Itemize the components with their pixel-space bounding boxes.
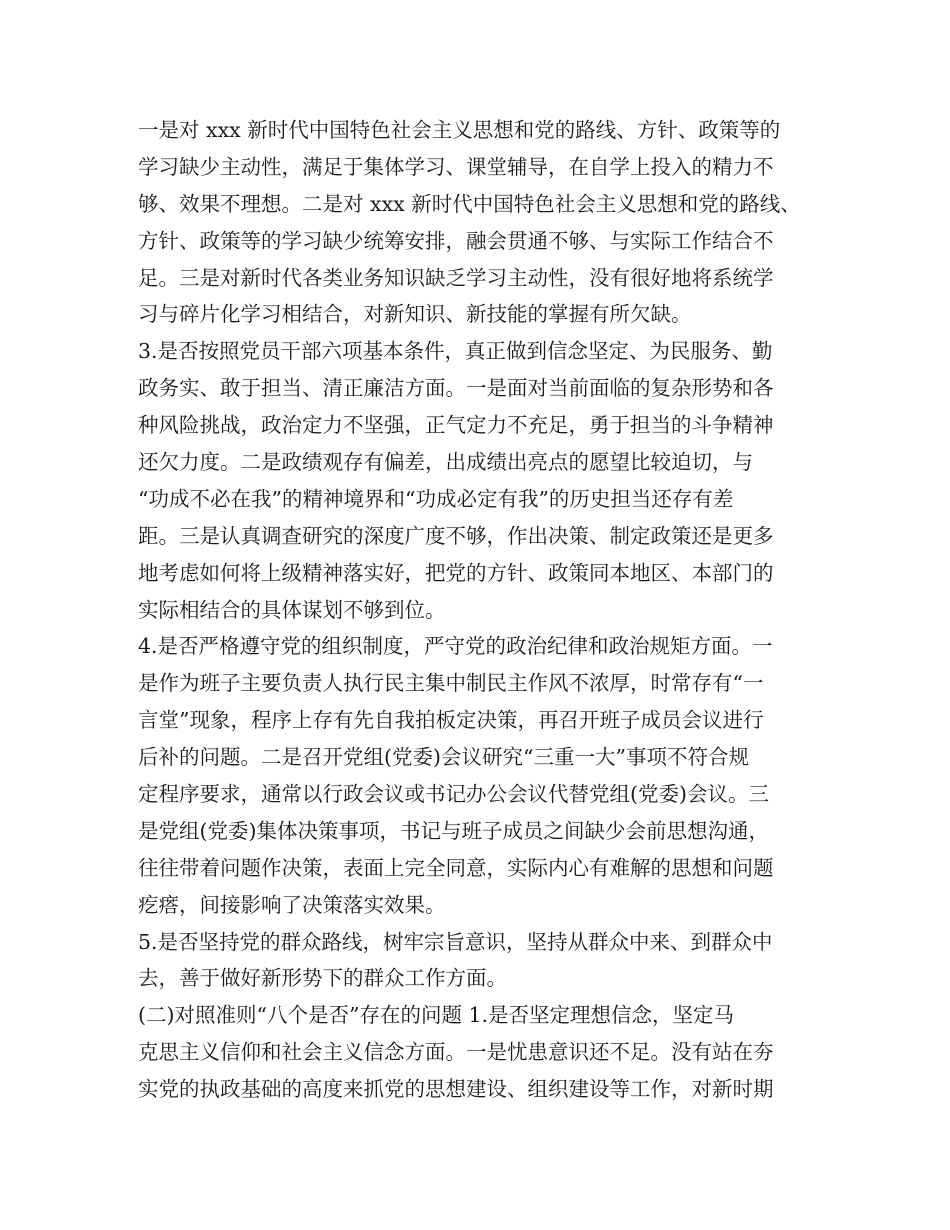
text-line: 够、效果不理想。二是对 xxx 新时代中国特色社会主义思想和党的路线、 <box>138 191 801 216</box>
text-line: 定程序要求，通常以行政会议或书记办公会议代替党组(党委)会议。三 <box>138 782 769 807</box>
text-line: 地考虑如何将上级精神落实好，把党的方针、政策同本地区、本部门的 <box>138 560 774 585</box>
text-line: 是作为班子主要负责人执行民主集中制民主作风不浓厚，时常存有“一 <box>138 671 764 696</box>
text-line: “功成不必在我”的精神境界和“功成必定有我”的历史担当还存有差 <box>138 486 734 511</box>
text-line: 足。三是对新时代各类业务知识缺乏学习主动性，没有很好地将系统学 <box>138 265 774 290</box>
text-line: 后补的问题。二是召开党组(党委)会议研究“三重一大”事项不符合规 <box>138 745 749 770</box>
text-line: 4.是否严格遵守党的组织制度，严守党的政治纪律和政治规矩方面。一 <box>138 634 773 659</box>
text-line: 去，善于做好新形势下的群众工作方面。 <box>138 966 507 991</box>
text-line: 3.是否按照党员干部六项基本条件，真正做到信念坚定、为民服务、勤 <box>138 339 773 364</box>
text-line: 还欠力度。二是政绩观存有偏差，出成绩出亮点的愿望比较迫切，与 <box>138 450 753 475</box>
text-line: 方针、政策等的学习缺少统筹安排，融会贯通不够、与实际工作结合不 <box>138 228 774 253</box>
text-line: 习与碎片化学习相结合，对新知识、新技能的掌握有所欠缺。 <box>138 302 692 327</box>
text-line: 言堂”现象，程序上存有先自我拍板定决策，再召开班子成员会议进行 <box>138 708 764 733</box>
text-line: 是党组(党委)集体决策事项，书记与班子成员之间缺少会前思想沟通， <box>138 818 769 843</box>
text-line: 往往带着问题作决策，表面上完全同意，实际内心有难解的思想和问题 <box>138 855 774 880</box>
document-body <box>138 112 828 1108</box>
text-line: 学习缺少主动性，满足于集体学习、课堂辅导，在自学上投入的精力不 <box>138 154 774 179</box>
text-line: 疙瘩，间接影响了决策落实效果。 <box>138 892 446 917</box>
text-line: 实党的执政基础的高度来抓党的思想建设、组织建设等工作，对新时期 <box>138 1077 774 1102</box>
text-line: (二)对照准则“八个是否”存在的问题 1.是否坚定理想信念，坚定马 <box>138 1003 735 1028</box>
text-line: 实际相结合的具体谋划不够到位。 <box>138 597 446 622</box>
text-line: 种风险挑战，政治定力不坚强，正气定力不充足，勇于担当的斗争精神 <box>138 413 774 438</box>
text-line: 克思主义信仰和社会主义信念方面。一是忧患意识还不足。没有站在夯 <box>138 1040 774 1065</box>
text-line: 一是对 xxx 新时代中国特色社会主义思想和党的路线、方针、政策等的 <box>138 118 781 142</box>
text-line: 距。三是认真调查研究的深度广度不够，作出决策、制定政策还是更多 <box>138 523 774 548</box>
text-line: 政务实、敢于担当、清正廉洁方面。一是面对当前面临的复杂形势和各 <box>138 376 774 401</box>
text-line: 5.是否坚持党的群众路线，树牢宗旨意识，坚持从群众中来、到群众中 <box>138 929 773 954</box>
